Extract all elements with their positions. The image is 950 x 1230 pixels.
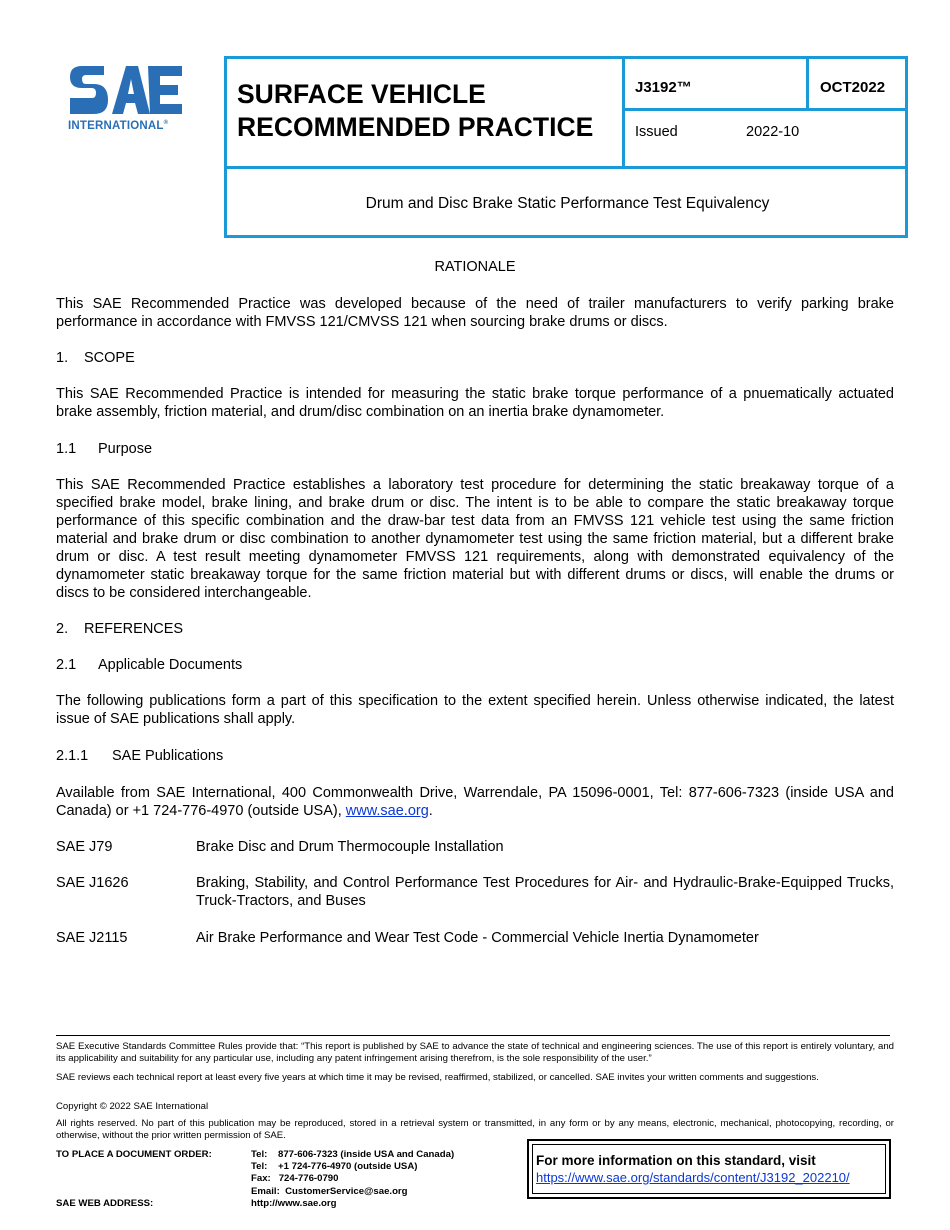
footer-divider — [56, 1035, 890, 1036]
rationale-text: This SAE Recommended Practice was developed because of the need of trailer manufacturers to verify parking brake performance in accordance with FMVSS 121/CMVSS 121 when sourcing brake drums or discs. — [56, 296, 894, 330]
copyright-text: Copyright © 2022 SAE International — [56, 1101, 209, 1112]
section-2-1-1-heading: 2.1.1 SAE Publications — [56, 748, 224, 764]
order-fax: Fax: 724-776-0790 — [251, 1173, 339, 1184]
web-address: http://www.sae.org — [251, 1198, 337, 1209]
reference-code: SAE J2115 — [56, 930, 128, 946]
reference-code: SAE J79 — [56, 839, 113, 855]
applicable-text: The following publications form a part of this specification to the extent specified herein. Unless otherwise indicated, the latest issue of SAE publications shall apply. — [56, 693, 894, 727]
sae-website-link[interactable]: www.sae.org — [345, 803, 429, 819]
reference-title: Air Brake Performance and Wear Test Code - Commercial Vehicle Inertia Dynamometer — [196, 930, 759, 946]
rights-text: All rights reserved. No part of this publication may be reproduced, stored in a retrieval system or transmitted, in any form or by any means, electronic, mechanical, photocopying, recording, or otherwise, without the prior written permission of SAE. — [56, 1118, 894, 1141]
section-2-1-heading: 2.1 Applicable Documents — [56, 657, 243, 673]
scope-text: This SAE Recommended Practice is intended for measuring the static brake torque performance of a pnuematically actuated brake assembly, friction material, and drum/disc combination on an inertia brake dynamometer. — [56, 386, 894, 420]
section-1-1-heading: 1.1 Purpose — [56, 441, 153, 457]
order-tel-us: Tel: 877-606-7323 (inside USA and Canada) — [251, 1149, 455, 1160]
document-type: SURFACE VEHICLE RECOMMENDED PRACTICE — [237, 79, 594, 142]
review-text: SAE reviews each technical report at least every five years at which time it may be revised, reaffirmed, stabilized, or cancelled. SAE invites your written comments and suggestions. — [56, 1072, 819, 1083]
web-address-label: SAE WEB ADDRESS: — [56, 1198, 154, 1209]
header-box — [224, 56, 908, 238]
reference-code: SAE J1626 — [56, 875, 129, 891]
order-tel-intl: Tel: +1 724-776-4970 (outside USA) — [251, 1161, 418, 1172]
logo-international: INTERNATIONAL® — [68, 120, 169, 132]
order-label: TO PLACE A DOCUMENT ORDER: — [56, 1149, 212, 1160]
standard-number: J3192™ — [635, 79, 692, 96]
standard-date: OCT2022 — [820, 79, 886, 96]
reference-title: Braking, Stability, and Control Performance Test Procedures for Air- and Hydraulic-Brake-Equipped Trucks, Truck-Tractors, and Buses — [196, 875, 894, 909]
order-email: Email: CustomerService@sae.org — [251, 1186, 408, 1197]
rules-text: SAE Executive Standards Committee Rules provide that: “This report is published by SAE to advance the state of technical and engineering sciences. The use of this report is entirely voluntary, and its applicability and suitability for any particular use, including any patent infringement arising therefrom, is the sole responsibility of the user.” — [56, 1041, 894, 1064]
rationale-heading: RATIONALE — [434, 259, 516, 275]
sae-logo — [68, 62, 192, 136]
section-1-heading: 1. SCOPE — [56, 350, 135, 366]
purpose-text: This SAE Recommended Practice establishes a laboratory test procedure for determining the static breakaway torque of a specified brake model, brake lining, and brake drum or disc. The intent is to be able to compare the static breakaway torque performance of this specific combination and the draw-bar test data from an FMVSS 121 vehicle test using the same friction material and brake drum or disc combination to another dynamometer test using the same friction material, but a different brake drum or disc. A test result meeting dynamometer FMVSS 121 requirements, along with demonstrated equivalency of the dynamometer static breakaway torque for the same friction material but with different drums or discs, will enable the drums or discs to be considered interchangeable. — [56, 477, 894, 601]
section-2-heading: 2. REFERENCES — [56, 621, 184, 637]
issued-value: 2022-10 — [746, 124, 800, 140]
standard-page-link[interactable]: https://www.sae.org/standards/content/J3192_202210/ — [536, 1170, 850, 1185]
more-info-box — [527, 1139, 891, 1199]
reference-title: Brake Disc and Drum Thermocouple Installation — [196, 839, 504, 855]
issued-label: Issued — [635, 124, 678, 140]
availability-text: Available from SAE International, 400 Commonwealth Drive, Warrendale, PA 15096-0001, Tel: 877-606-7323 (inside USA and Canada) or +1 724-776-4970 (outside USA), www.sae.org. — [56, 785, 894, 819]
more-info-title: For more information on this standard, visit — [536, 1153, 816, 1168]
document-title: Drum and Disc Brake Static Performance Test Equivalency — [365, 195, 770, 212]
sae-logo-mark — [68, 62, 184, 118]
